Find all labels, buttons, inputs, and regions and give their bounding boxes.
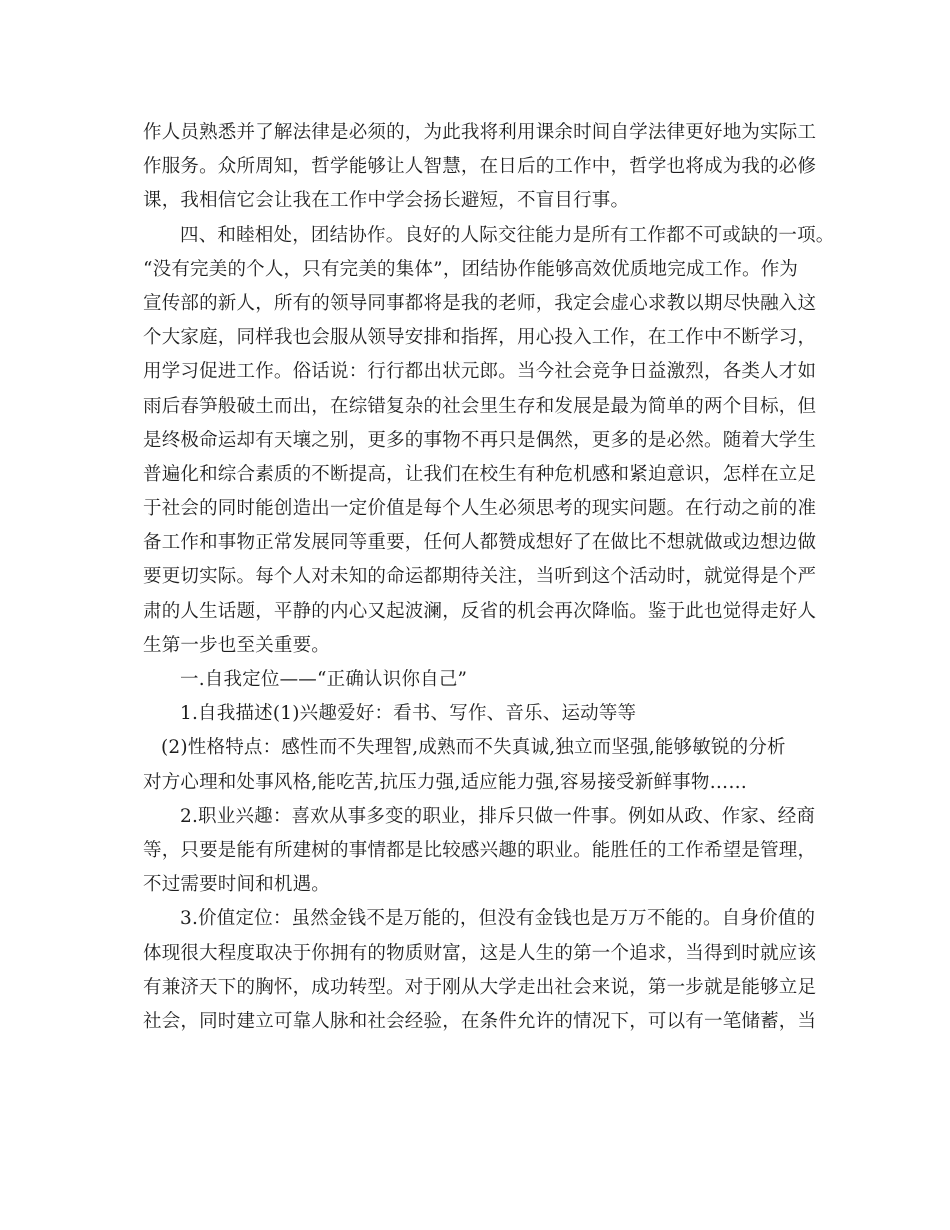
- text-line: 生第一步也至关重要。: [143, 634, 331, 656]
- document-body: [143, 116, 835, 1039]
- text-line: 作服务。众所周知，哲学能够让人智慧，在日后的工作中，哲学也将成为我的必修: [143, 156, 817, 178]
- text-line: 体现很大程度取决于你拥有的物质财富，这是人生的第一个追求，当得到时就应该: [143, 942, 817, 964]
- subsection-line: 3.价值定位：虽然金钱不是万能的，但没有金钱也是万万不能的。自身价值的: [180, 908, 816, 930]
- text-line: 等，只要是能有所建树的事情都是比较感兴趣的职业。能胜任的工作希望是管理，: [143, 839, 817, 861]
- text-line: 宣传部的新人，所有的领导同事都将是我的老师，我定会虚心求教以期尽快融入这: [143, 292, 817, 314]
- text-line: “没有完美的个人，只有完美的集体”，团结协作能够高效优质地完成工作。作为: [143, 258, 799, 280]
- text-line: 备工作和事物正常发展同等重要，任何人都赞成想好了在做比不想就做或边想边做: [143, 532, 817, 554]
- text-line: 有兼济天下的胸怀，成功转型。对于刚从大学走出社会来说，第一步就是能够立足: [143, 976, 817, 998]
- text-line: 社会，同时建立可靠人脉和社会经验，在条件允许的情况下，可以有一笔储蓄，当: [143, 1010, 817, 1032]
- text-line: 作人员熟悉并了解法律是必须的，为此我将利用课余时间自学法律更好地为实际工: [143, 122, 817, 143]
- text-line: 肃的人生话题，平静的内心又起波澜，反省的机会再次降临。鉴于此也觉得走好人: [143, 600, 817, 622]
- text-line: 雨后春笋般破土而出，在综错复杂的社会里生存和发展是最为简单的两个目标，但: [143, 395, 817, 417]
- text-line: 普遍化和综合素质的不断提高，让我们在校生有种危机感和紧迫意识，怎样在立足: [143, 463, 817, 485]
- subsection-line: 2.职业兴趣：喜欢从事多变的职业，排斥只做一件事。例如从政、作家、经商: [180, 805, 816, 827]
- subsection-line: 1.自我描述(1)兴趣爱好：看书、写作、音乐、运动等等: [180, 703, 637, 725]
- paragraph-heading-line: 四、和睦相处，团结协作。良好的人际交往能力是所有工作都不可或缺的一项。: [180, 224, 835, 246]
- text-line: 不过需要时间和机遇。: [143, 874, 331, 896]
- text-line: 要更切实际。每个人对未知的命运都期待关注，当听到这个活动时，就觉得是个严: [143, 566, 817, 588]
- subsection-line: (2)性格特点：感性而不失理智,成熟而不失真诚,独立而坚强,能够敏锐的分析: [161, 737, 786, 759]
- section-heading: 一.自我定位——“正确认识你自己”: [180, 669, 468, 690]
- text-line: 个大家庭，同样我也会服从领导安排和指挥，用心投入工作，在工作中不断学习，: [143, 327, 817, 349]
- text-line: 课，我相信它会让我在工作中学会扬长避短，不盲目行事。: [143, 190, 630, 212]
- text-line: 对方心理和处事风格,能吃苦,抗压力强,适应能力强,容易接受新鲜事物……: [143, 771, 748, 793]
- text-line: 于社会的同时能创造出一定价值是每个人生必须思考的现实问题。在行动之前的准: [143, 498, 817, 520]
- text-line: 用学习促进工作。俗话说：行行都出状元郎。当今社会竞争日益激烈，各类人才如: [143, 361, 817, 383]
- text-line: 是终极命运却有天壤之别，更多的事物不再只是偶然，更多的是必然。随着大学生: [143, 429, 817, 451]
